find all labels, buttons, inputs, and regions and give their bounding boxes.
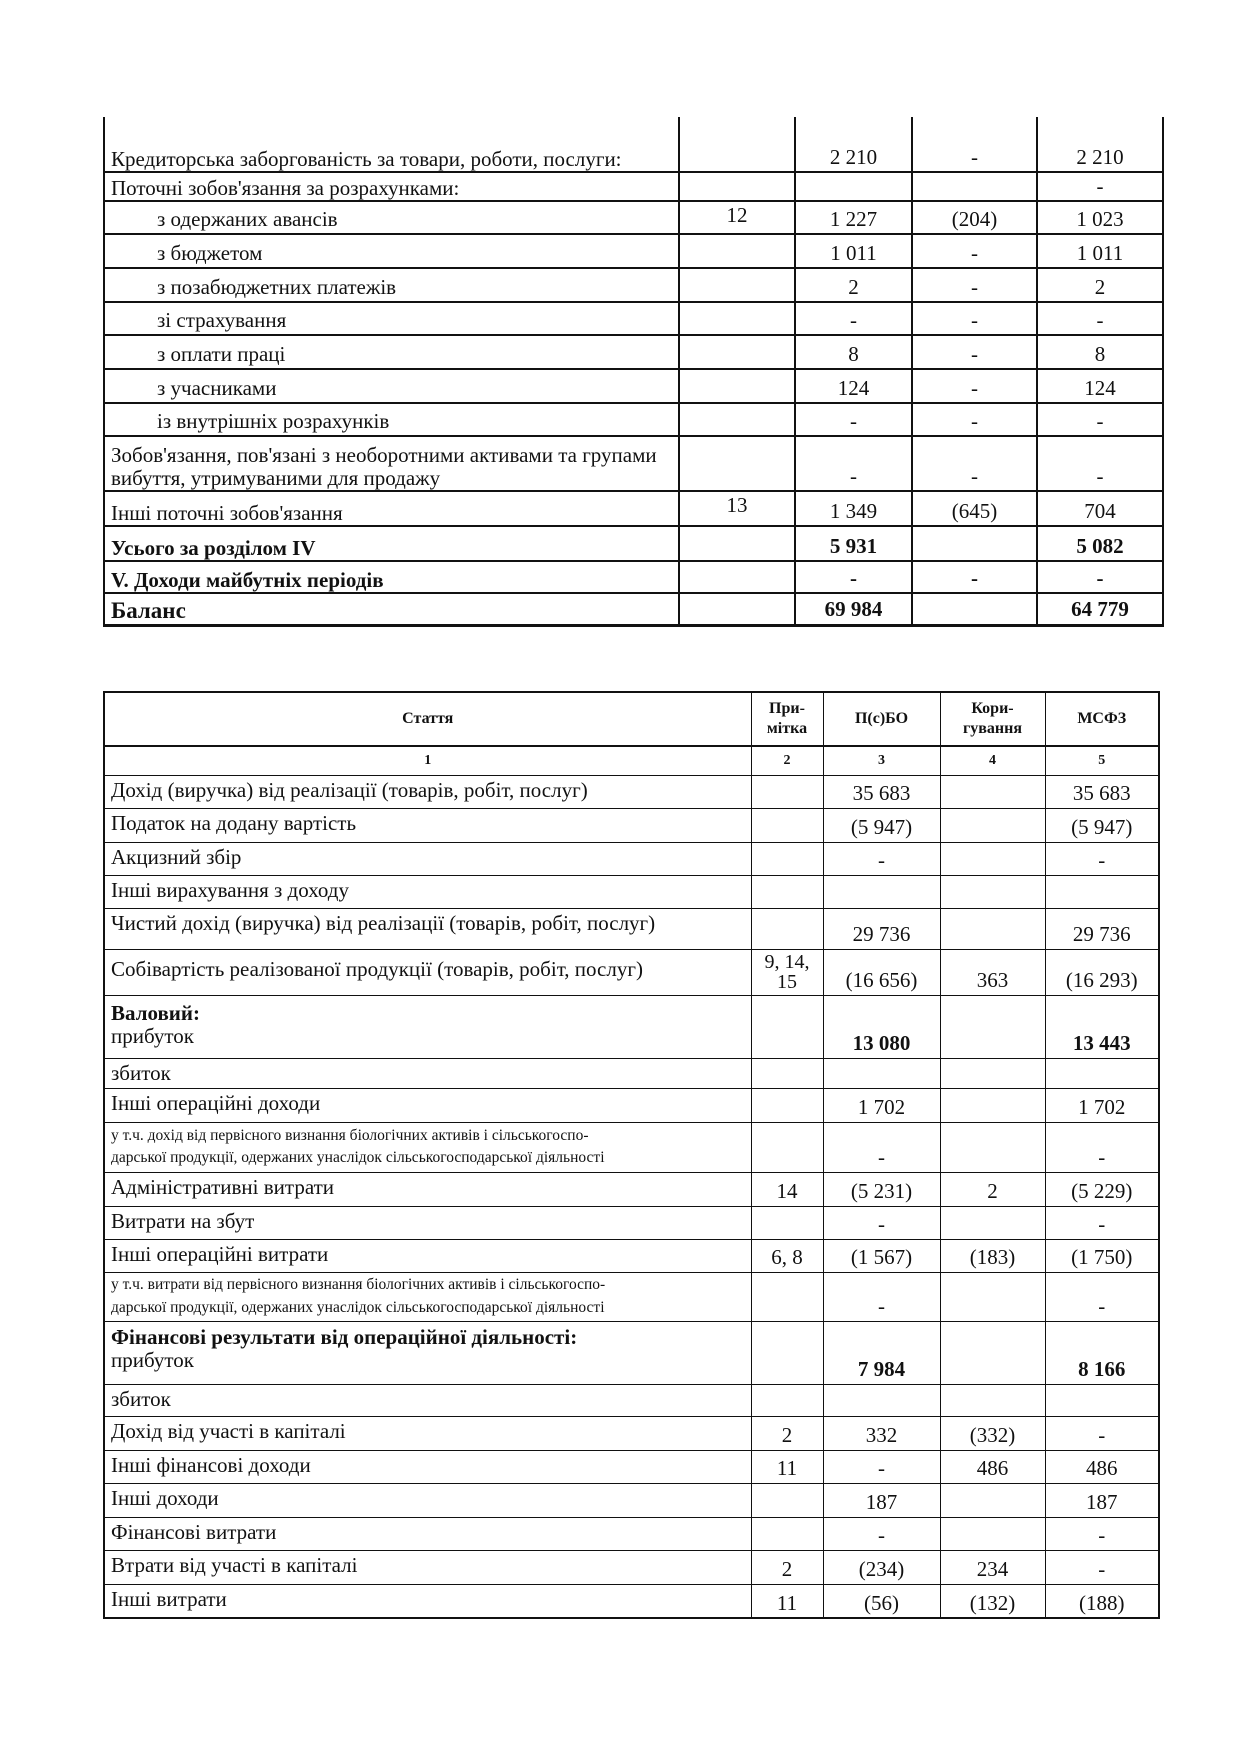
psbo-value: (1 567) bbox=[823, 1239, 940, 1272]
row-label-heading: Валовий: bbox=[111, 1000, 200, 1025]
psbo-value: 7 984 bbox=[823, 1321, 940, 1384]
adjustment-value bbox=[912, 526, 1037, 561]
row-label: Чистий дохід (виручка) від реалізації (товарів, робіт, послуг) bbox=[104, 908, 751, 949]
adjustment-value: 486 bbox=[940, 1450, 1045, 1483]
row-label bbox=[104, 1272, 751, 1321]
psbo-value: 332 bbox=[823, 1416, 940, 1450]
row-note: 6, 8 bbox=[751, 1239, 823, 1272]
header-adjustment bbox=[940, 692, 1045, 746]
column-number: 4 bbox=[940, 746, 1045, 775]
row-label bbox=[104, 995, 751, 1058]
adjustment-value bbox=[940, 1321, 1045, 1384]
row-note: 12 bbox=[679, 201, 795, 234]
adjustment-value bbox=[940, 1483, 1045, 1517]
row-label: з бюджетом bbox=[104, 234, 679, 268]
adjustment-value bbox=[940, 1206, 1045, 1239]
table-row bbox=[104, 1239, 1159, 1272]
row-note bbox=[679, 561, 795, 593]
psbo-value: 1 227 bbox=[795, 201, 912, 234]
row-label bbox=[104, 1122, 751, 1172]
row-note bbox=[751, 1483, 823, 1517]
ifrs-value: 2 210 bbox=[1037, 117, 1163, 172]
row-note bbox=[751, 1122, 823, 1172]
ifrs-value: - bbox=[1037, 302, 1163, 335]
ifrs-value: 64 779 bbox=[1037, 593, 1163, 625]
table-row bbox=[104, 268, 1163, 302]
table-row bbox=[104, 1172, 1159, 1206]
table-row bbox=[104, 1206, 1159, 1239]
table-row bbox=[104, 1450, 1159, 1483]
ifrs-value: - bbox=[1037, 403, 1163, 436]
row-label-line1: у т.ч. дохід від первісного визнання біологічних активів і сільськогоспо- bbox=[111, 1126, 589, 1144]
row-note bbox=[751, 995, 823, 1058]
row-note: 2 bbox=[751, 1550, 823, 1584]
adjustment-value: - bbox=[912, 369, 1037, 403]
psbo-value: 8 bbox=[795, 335, 912, 369]
psbo-value: - bbox=[795, 436, 912, 491]
adjustment-value: - bbox=[912, 403, 1037, 436]
row-note bbox=[679, 302, 795, 335]
table-row bbox=[104, 1321, 1159, 1384]
row-label: Дохід від участі в капіталі bbox=[104, 1416, 751, 1450]
row-note bbox=[679, 593, 795, 625]
column-number: 1 bbox=[104, 746, 751, 775]
ifrs-value: - bbox=[1045, 1517, 1159, 1550]
row-note bbox=[751, 908, 823, 949]
ifrs-value: 124 bbox=[1037, 369, 1163, 403]
table-row bbox=[104, 117, 1163, 172]
ifrs-value bbox=[1045, 1058, 1159, 1088]
row-label: з позабюджетних платежів bbox=[104, 268, 679, 302]
row-label: Зобов'язання, пов'язані з необоротними активами та групами вибуття, утримуваними для продажу bbox=[104, 436, 679, 491]
row-label: Інші доходи bbox=[104, 1483, 751, 1517]
row-note bbox=[751, 1384, 823, 1416]
table-row bbox=[104, 808, 1159, 842]
row-note bbox=[679, 117, 795, 172]
adjustment-value: - bbox=[912, 234, 1037, 268]
table-row bbox=[104, 561, 1163, 593]
table-row bbox=[104, 491, 1163, 526]
column-number: 3 bbox=[823, 746, 940, 775]
column-number: 2 bbox=[751, 746, 823, 775]
adjustment-value bbox=[940, 1517, 1045, 1550]
psbo-value: 29 736 bbox=[823, 908, 940, 949]
ifrs-value: (5 229) bbox=[1045, 1172, 1159, 1206]
row-label: Адміністративні витрати bbox=[104, 1172, 751, 1206]
table-row bbox=[104, 369, 1163, 403]
row-note: 11 bbox=[751, 1584, 823, 1618]
adjustment-value bbox=[940, 875, 1045, 908]
ifrs-value: 187 bbox=[1045, 1483, 1159, 1517]
table-row bbox=[104, 1416, 1159, 1450]
psbo-value: (56) bbox=[823, 1584, 940, 1618]
psbo-value: 2 bbox=[795, 268, 912, 302]
table-row bbox=[104, 1517, 1159, 1550]
row-label: Інші поточні зобов'язання bbox=[104, 491, 679, 526]
adjustment-value bbox=[940, 1272, 1045, 1321]
table-row bbox=[104, 875, 1159, 908]
row-label-line1: у т.ч. витрати від первісного визнання біологічних активів і сільськогоспо- bbox=[111, 1276, 606, 1294]
table-row bbox=[104, 234, 1163, 268]
row-label: збиток bbox=[104, 1058, 751, 1088]
psbo-value: 2 210 bbox=[795, 117, 912, 172]
ifrs-value: 8 166 bbox=[1045, 1321, 1159, 1384]
psbo-value: - bbox=[795, 561, 912, 593]
psbo-value bbox=[795, 172, 912, 201]
psbo-value: (5 947) bbox=[823, 808, 940, 842]
row-label: збиток bbox=[104, 1384, 751, 1416]
psbo-value: (234) bbox=[823, 1550, 940, 1584]
table-row bbox=[104, 403, 1163, 436]
psbo-value: 1 702 bbox=[823, 1088, 940, 1122]
adjustment-value bbox=[940, 1088, 1045, 1122]
ifrs-value: 35 683 bbox=[1045, 775, 1159, 808]
table-row bbox=[104, 201, 1163, 234]
table-row bbox=[104, 1058, 1159, 1088]
adjustment-value bbox=[940, 808, 1045, 842]
row-note bbox=[751, 949, 823, 995]
ifrs-value: 8 bbox=[1037, 335, 1163, 369]
row-note bbox=[679, 268, 795, 302]
adjustment-value: (204) bbox=[912, 201, 1037, 234]
adjustment-value: - bbox=[912, 117, 1037, 172]
row-note bbox=[751, 1088, 823, 1122]
adjustment-value: - bbox=[912, 436, 1037, 491]
row-note bbox=[751, 875, 823, 908]
row-label: із внутрішніх розрахунків bbox=[104, 403, 679, 436]
row-note bbox=[679, 172, 795, 201]
table-row bbox=[104, 1550, 1159, 1584]
table-row bbox=[104, 1384, 1159, 1416]
row-note-line1: 9, 14, bbox=[764, 951, 810, 974]
ifrs-value: - bbox=[1045, 1206, 1159, 1239]
row-label: Інші вирахування з доходу bbox=[104, 875, 751, 908]
table-row bbox=[104, 995, 1159, 1058]
adjustment-value: 234 bbox=[940, 1550, 1045, 1584]
row-label: з одержаних авансів bbox=[104, 201, 679, 234]
row-note bbox=[679, 436, 795, 491]
row-label: зі страхування bbox=[104, 302, 679, 335]
row-label: Інші операційні витрати bbox=[104, 1239, 751, 1272]
table-row bbox=[104, 842, 1159, 875]
row-label-line2: дарської продукції, одержаних унаслідок сільськогосподарської діяльності bbox=[111, 1298, 605, 1316]
table-row bbox=[104, 593, 1163, 625]
row-note bbox=[751, 1058, 823, 1088]
psbo-value bbox=[823, 1384, 940, 1416]
row-label bbox=[104, 1321, 751, 1384]
column-number: 5 bbox=[1045, 746, 1159, 775]
row-note bbox=[751, 808, 823, 842]
ifrs-value bbox=[1045, 1384, 1159, 1416]
psbo-value: - bbox=[823, 1450, 940, 1483]
psbo-value: 124 bbox=[795, 369, 912, 403]
psbo-value: (16 656) bbox=[823, 949, 940, 995]
adjustment-value bbox=[940, 775, 1045, 808]
row-note-line2: 15 bbox=[777, 970, 797, 993]
row-label: Інші фінансові доходи bbox=[104, 1450, 751, 1483]
adjustment-value bbox=[912, 172, 1037, 201]
row-label: з оплати праці bbox=[104, 335, 679, 369]
row-label: Баланс bbox=[104, 593, 679, 625]
ifrs-value: 13 443 bbox=[1045, 995, 1159, 1058]
header-psbo: П(с)БО bbox=[823, 692, 940, 746]
header-article: Стаття bbox=[104, 692, 751, 746]
psbo-value bbox=[823, 1058, 940, 1088]
table-row bbox=[104, 1122, 1159, 1172]
row-note bbox=[679, 335, 795, 369]
ifrs-value: 1 702 bbox=[1045, 1088, 1159, 1122]
row-label: Поточні зобов'язання за розрахунками: bbox=[104, 172, 679, 201]
row-label: Акцизний збір bbox=[104, 842, 751, 875]
psbo-value: 13 080 bbox=[823, 995, 940, 1058]
ifrs-value: (188) bbox=[1045, 1584, 1159, 1618]
adjustment-value: 2 bbox=[940, 1172, 1045, 1206]
ifrs-value: 29 736 bbox=[1045, 908, 1159, 949]
ifrs-value: (16 293) bbox=[1045, 949, 1159, 995]
table-row bbox=[104, 908, 1159, 949]
row-note bbox=[751, 775, 823, 808]
row-note bbox=[679, 526, 795, 561]
ifrs-value: - bbox=[1045, 1416, 1159, 1450]
row-label-line2: дарської продукції, одержаних унаслідок сільськогосподарської діяльності bbox=[111, 1149, 605, 1166]
psbo-value: 69 984 bbox=[795, 593, 912, 625]
row-note: 13 bbox=[679, 491, 795, 526]
table-header-row bbox=[104, 692, 1159, 746]
adjustment-value bbox=[940, 908, 1045, 949]
row-note bbox=[751, 1517, 823, 1550]
ifrs-value: - bbox=[1045, 1272, 1159, 1321]
table-row bbox=[104, 1272, 1159, 1321]
psbo-value: 1 349 bbox=[795, 491, 912, 526]
row-label: Втрати від участі в капіталі bbox=[104, 1550, 751, 1584]
ifrs-value: 704 bbox=[1037, 491, 1163, 526]
row-note bbox=[679, 403, 795, 436]
psbo-value: (5 231) bbox=[823, 1172, 940, 1206]
ifrs-value: 1 023 bbox=[1037, 201, 1163, 234]
table-row bbox=[104, 335, 1163, 369]
ifrs-value: 2 bbox=[1037, 268, 1163, 302]
adjustment-value: - bbox=[912, 268, 1037, 302]
psbo-value: - bbox=[823, 1122, 940, 1172]
row-note bbox=[679, 234, 795, 268]
row-label-heading: Фінансові результати від операційної діяльності: bbox=[111, 1324, 578, 1349]
header-adjustment-line1: Кори- bbox=[971, 700, 1014, 717]
header-ifrs: МСФЗ bbox=[1045, 692, 1159, 746]
adjustment-value: (183) bbox=[940, 1239, 1045, 1272]
psbo-value: - bbox=[823, 842, 940, 875]
psbo-value: 1 011 bbox=[795, 234, 912, 268]
table-row bbox=[104, 302, 1163, 335]
adjustment-value: - bbox=[912, 335, 1037, 369]
ifrs-value: (5 947) bbox=[1045, 808, 1159, 842]
psbo-value: - bbox=[823, 1206, 940, 1239]
row-label: Собівартість реалізованої продукції (товарів, робіт, послуг) bbox=[104, 949, 751, 995]
header-note-line2: мітка bbox=[766, 720, 808, 737]
table-row bbox=[104, 526, 1163, 561]
adjustment-value bbox=[940, 842, 1045, 875]
header-note bbox=[751, 692, 823, 746]
row-note bbox=[751, 1321, 823, 1384]
ifrs-value: - bbox=[1037, 561, 1163, 593]
row-label: Фінансові витрати bbox=[104, 1517, 751, 1550]
ifrs-value: - bbox=[1037, 436, 1163, 491]
row-note: 14 bbox=[751, 1172, 823, 1206]
ifrs-value bbox=[1045, 875, 1159, 908]
psbo-value: - bbox=[823, 1517, 940, 1550]
row-label: Усього за розділом IV bbox=[104, 526, 679, 561]
row-label: Податок на додану вартість bbox=[104, 808, 751, 842]
table-row bbox=[104, 172, 1163, 201]
column-number-row bbox=[104, 746, 1159, 775]
psbo-value: 5 931 bbox=[795, 526, 912, 561]
ifrs-value: 5 082 bbox=[1037, 526, 1163, 561]
table-row bbox=[104, 949, 1159, 995]
row-label: з учасниками bbox=[104, 369, 679, 403]
table-row bbox=[104, 775, 1159, 808]
adjustment-value bbox=[940, 1058, 1045, 1088]
row-note: 11 bbox=[751, 1450, 823, 1483]
table-row bbox=[104, 1483, 1159, 1517]
row-label: Дохід (виручка) від реалізації (товарів, робіт, послуг) bbox=[104, 775, 751, 808]
row-note bbox=[751, 842, 823, 875]
row-note bbox=[751, 1272, 823, 1321]
header-note-line1: При- bbox=[769, 700, 805, 717]
adjustment-value: 363 bbox=[940, 949, 1045, 995]
ifrs-value: - bbox=[1037, 172, 1163, 201]
balance-liabilities-table bbox=[103, 117, 1164, 627]
adjustment-value bbox=[940, 995, 1045, 1058]
table-row bbox=[104, 1584, 1159, 1618]
adjustment-value bbox=[912, 593, 1037, 625]
ifrs-value: - bbox=[1045, 842, 1159, 875]
income-statement-table bbox=[103, 691, 1160, 1619]
row-label: Витрати на збут bbox=[104, 1206, 751, 1239]
ifrs-value: - bbox=[1045, 1122, 1159, 1172]
adjustment-value bbox=[940, 1122, 1045, 1172]
row-note: 2 bbox=[751, 1416, 823, 1450]
adjustment-value: (645) bbox=[912, 491, 1037, 526]
row-label-sub: прибуток bbox=[111, 1023, 194, 1048]
psbo-value: - bbox=[795, 302, 912, 335]
row-label: Інші операційні доходи bbox=[104, 1088, 751, 1122]
adjustment-value bbox=[940, 1384, 1045, 1416]
adjustment-value: - bbox=[912, 302, 1037, 335]
ifrs-value: (1 750) bbox=[1045, 1239, 1159, 1272]
table-row bbox=[104, 1088, 1159, 1122]
adjustment-value: (132) bbox=[940, 1584, 1045, 1618]
row-note bbox=[679, 369, 795, 403]
adjustment-value: (332) bbox=[940, 1416, 1045, 1450]
psbo-value: 35 683 bbox=[823, 775, 940, 808]
header-adjustment-line2: гування bbox=[963, 720, 1022, 737]
adjustment-value: - bbox=[912, 561, 1037, 593]
psbo-value: - bbox=[795, 403, 912, 436]
psbo-value: - bbox=[823, 1272, 940, 1321]
row-label: V. Доходи майбутніх періодів bbox=[104, 561, 679, 593]
table-row bbox=[104, 436, 1163, 491]
row-label: Кредиторська заборгованість за товари, роботи, послуги: bbox=[104, 117, 679, 172]
ifrs-value: 486 bbox=[1045, 1450, 1159, 1483]
ifrs-value: - bbox=[1045, 1550, 1159, 1584]
row-label-sub: прибуток bbox=[111, 1347, 194, 1372]
row-label: Інші витрати bbox=[104, 1584, 751, 1618]
psbo-value bbox=[823, 875, 940, 908]
ifrs-value: 1 011 bbox=[1037, 234, 1163, 268]
psbo-value: 187 bbox=[823, 1483, 940, 1517]
row-note bbox=[751, 1206, 823, 1239]
